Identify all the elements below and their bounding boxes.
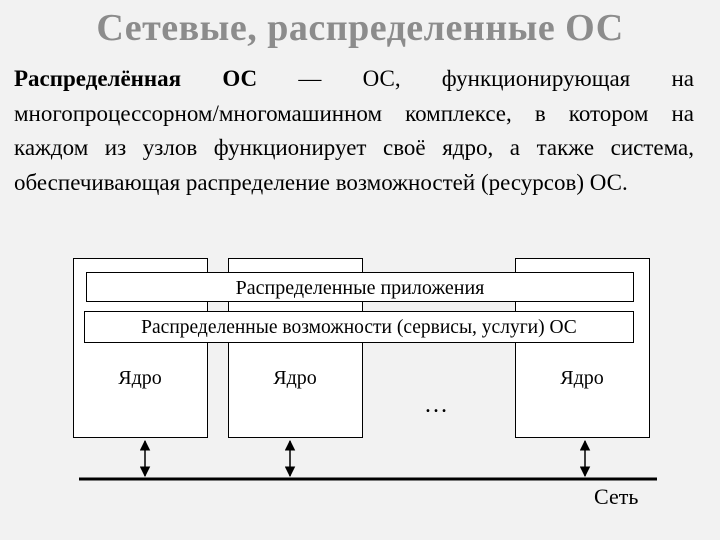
definition-text: — ОС, функционирующая на многопроцессорном/многомашинном комплексе, в котором на каждом из узлов функционирует своё ядро, а также система, обеспечивающая распределение возможностей (ресурсов) ОС. bbox=[14, 66, 694, 195]
distributed-apps-band: Распределенные приложения bbox=[86, 272, 634, 302]
distributed-services-band: Распределенные возможности (сервисы, услуги) ОС bbox=[84, 311, 634, 343]
slide-title: Сетевые, распределенные ОС bbox=[96, 7, 624, 49]
ellipsis: … bbox=[424, 392, 448, 418]
network-label: Сеть bbox=[594, 484, 639, 509]
kernel-label-3: Ядро bbox=[560, 367, 604, 389]
kernel-label-1: Ядро bbox=[118, 367, 162, 389]
definition-term: Распределённая ОС bbox=[14, 66, 258, 91]
kernel-label-2: Ядро bbox=[273, 367, 317, 389]
